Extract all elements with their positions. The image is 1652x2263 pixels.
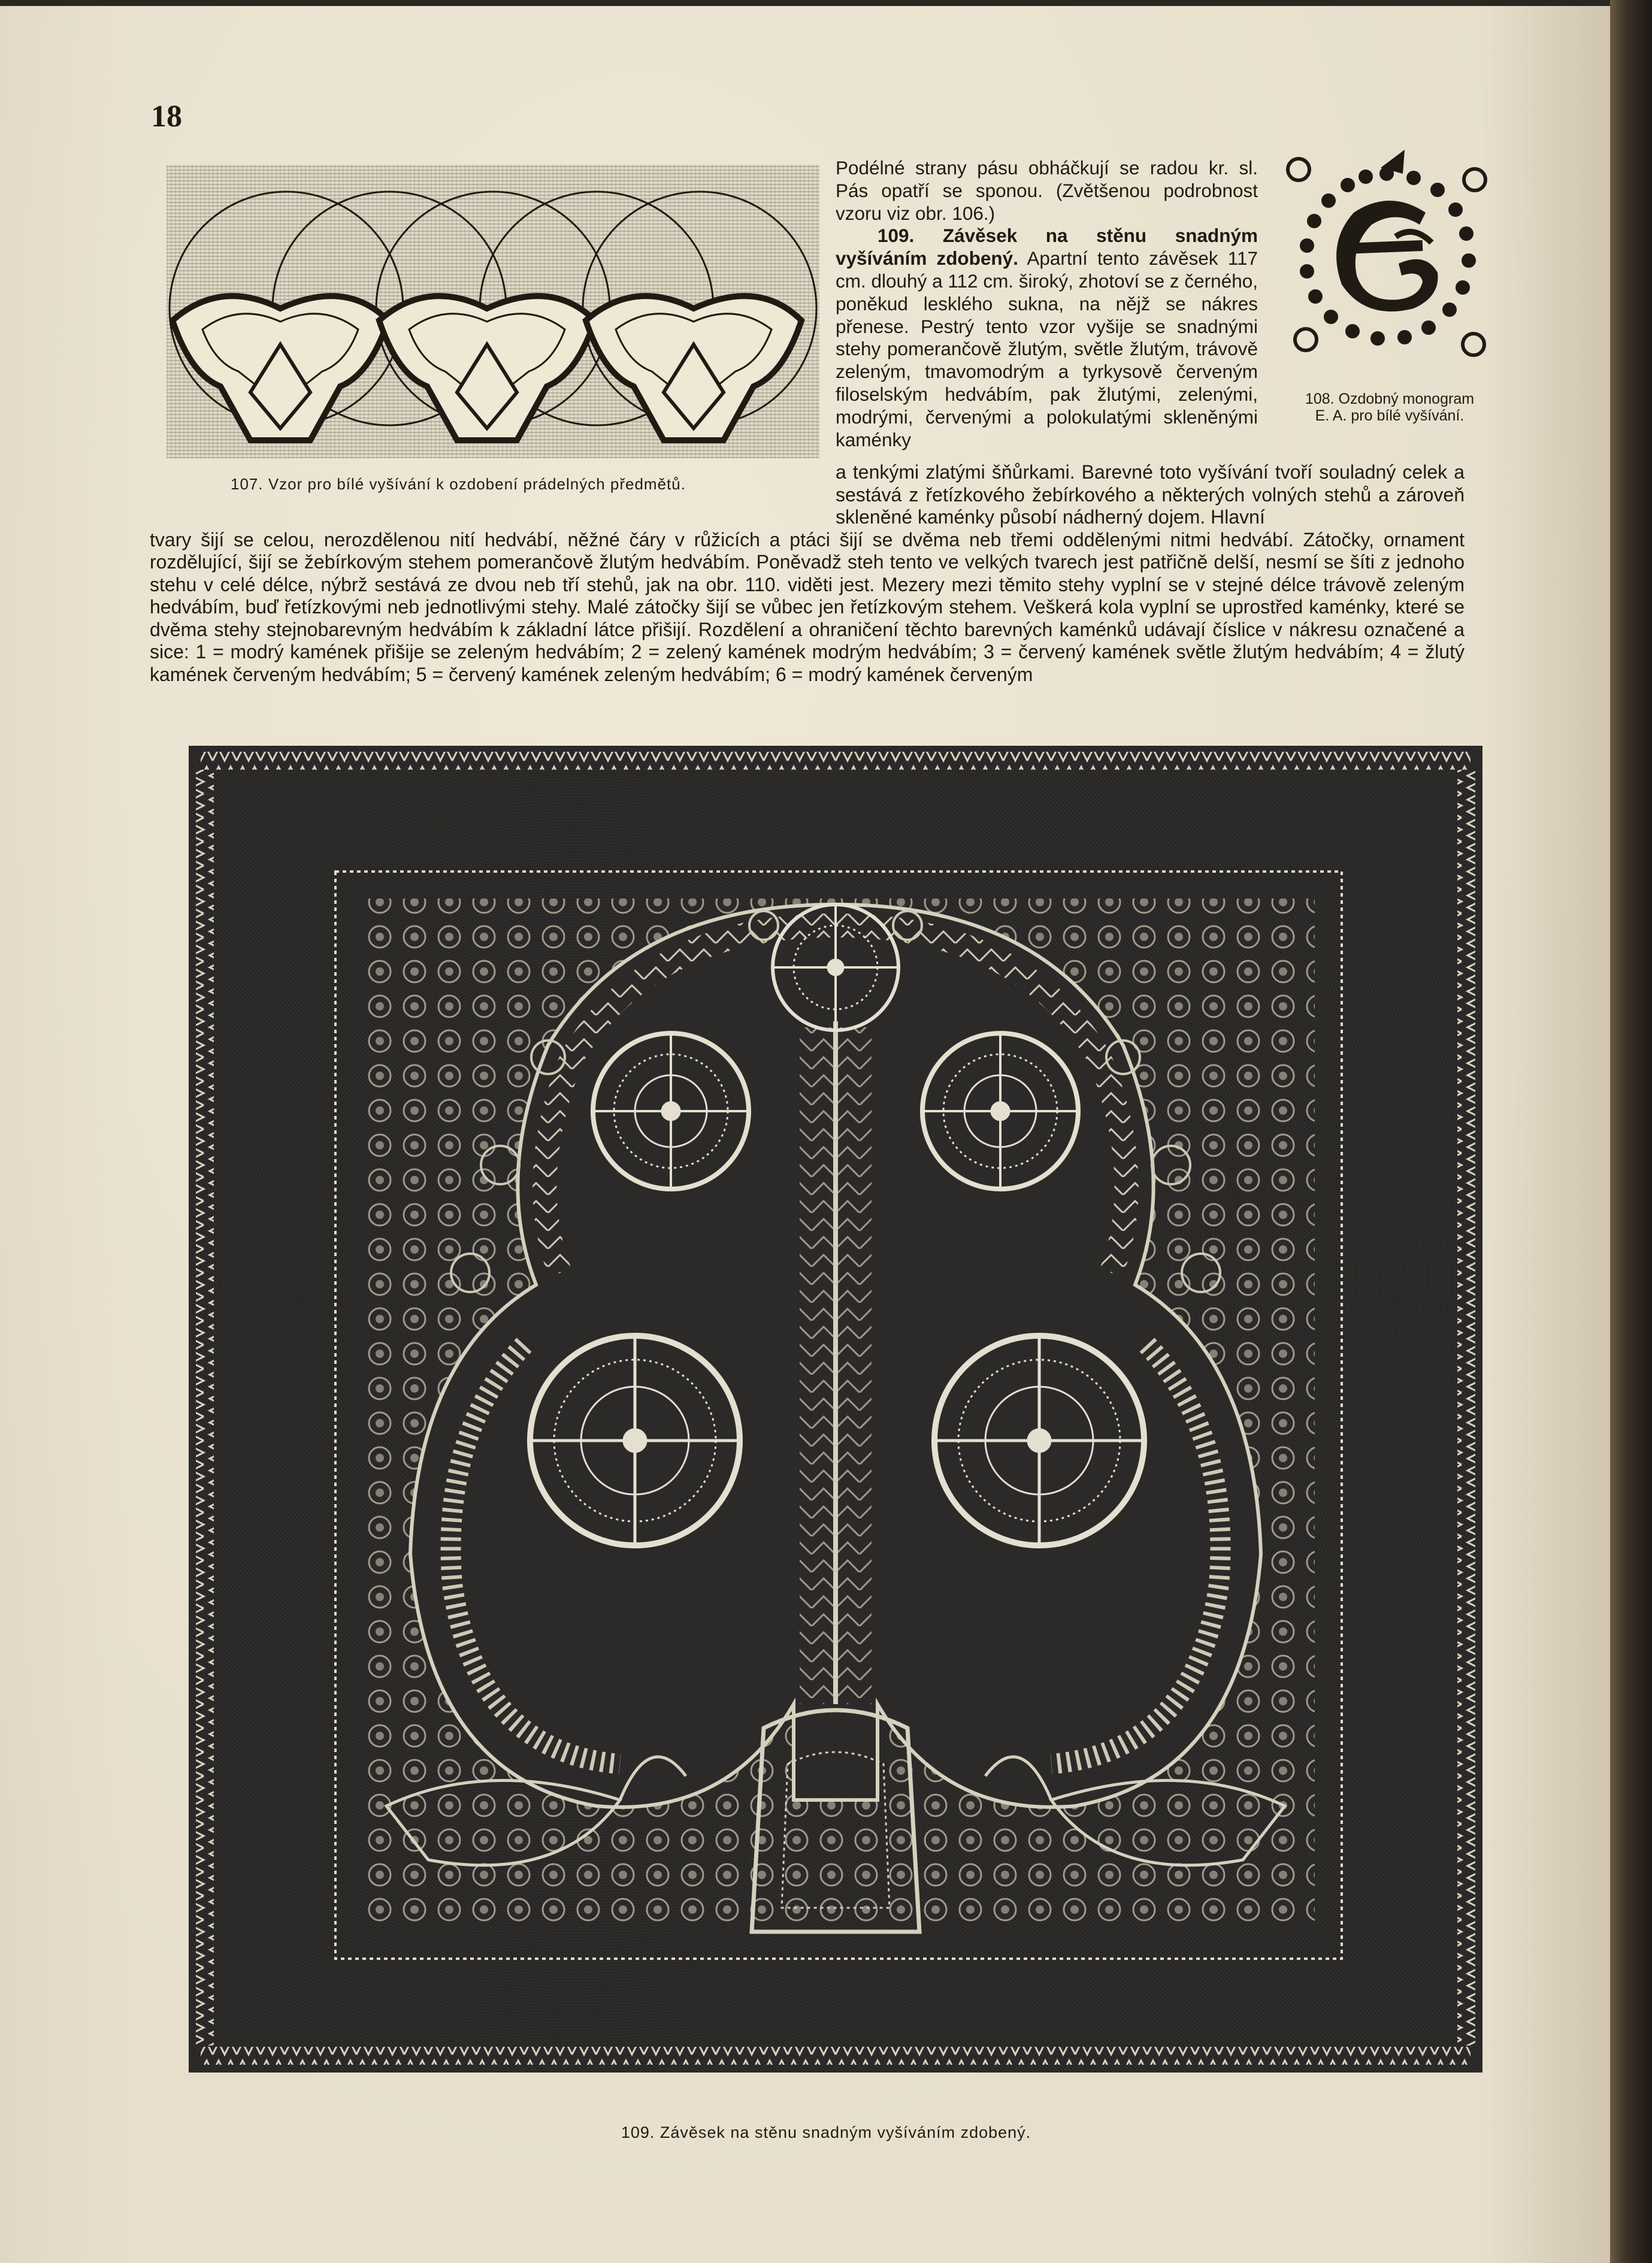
article-wide-body: tvary šijí se celou, nerozdělenou nití hedvábí, něžné čáry v růžicích a ptáci šijí se dvěma neb třemi oddělenými nitmi hedvábí. Zátočky, ornament rozdělující, šijí se žebírkovým stehem pomerančově žlutým hedvábím. Poněvadž steh tento ve velkých tvarech jest patřičně delší, nesmí se šíti z jednoho stehu v celé délce, nýbrž sestává ze dvou neb tří stehů, jak na obr. 110. viděti jest. Mezery mezi těmito stehy vyplní se v stejné délce trávově zeleným hedvábím, buď řetízkovými neb jednotlivými stehy. Malé zátočky šijí se vůbec jen řetízkovým stehem. Veškerá kola vyplní se uprostřed kaménky, které se dvěma stehy stejnobarevným hedvábím k základní látce přišijí. Rozdělení a ohraničení těchto barevných kaménků udávají číslice v nákresu označené a sice: 1 = modrý kamének přišije se zeleným hedvábím; 2 = zelený kamének modrým hedvábím; 3 = červený kamének světle žlutým hedvábím; 4 = žlutý kamének červeným hedvábím; 5 = červený kamének zeleným hedvábím; 6 = modrý kamének červeným [150,528,1465,685]
figure-107-caption: 107. Vzor pro bílé vyšívání k ozdobení prádelných předmětů. [231,475,686,493]
figure-108-caption-line2: E. A. pro bílé vyšívání. [1315,407,1465,424]
figure-109-caption: 109. Závěsek na stěnu snadným vyšíváním zdobený. [621,2123,1031,2141]
article-column [836,157,1258,451]
figure-108-monogram [1276,147,1497,368]
figure-108-caption-line1: 108. Ozdobný monogram [1305,391,1475,407]
wall-hanging-drawing [189,746,1482,2073]
page-number: 18 [151,99,182,134]
figure-107-pattern [167,165,819,458]
article-heading: 109. Závěsek na stěnu snadným vyšíváním zdobený. [836,225,1258,270]
article-right-lines: a tenkými zlatými šňůrkami. Barevné toto vyšívání tvoří souladný celek a sestává z řetízkového žebírkového a některých volných stehů a zároveň skleněné kaménky působí nádherný dojem. Hlavní [836,461,1465,528]
figure-107-drawing [167,165,819,458]
book-edge [1610,0,1652,2263]
article-heading-paragraph [836,225,1258,451]
figure-108-caption [1270,391,1509,424]
article-column-body: Apartní tento závěsek 117 cm. dlouhý a 112 cm. široký, zhotoví se z černého, poněkud lesklého sukna, na nějž se nákres přenese. Pestrý tento vzor vyšije se snadnými stehy pomerančově žlutým, světle žlutým, trávově zeleným, tmavomodrým a tyrkysově červeným filoselským hedvábím, pak žlutými, zelenými, modrými, červenými a polokulatými skleněnými kaménky [836,247,1258,450]
article-wide-text [150,461,1465,686]
monogram-drawing [1276,147,1497,368]
figure-109-wall-hanging [189,746,1482,2073]
article-intro: Podélné strany pásu obháčkují se radou kr. sl. Pás opatří se sponou. (Zvětšenou podrobnost vzoru viz obr. 106.) [836,157,1258,224]
